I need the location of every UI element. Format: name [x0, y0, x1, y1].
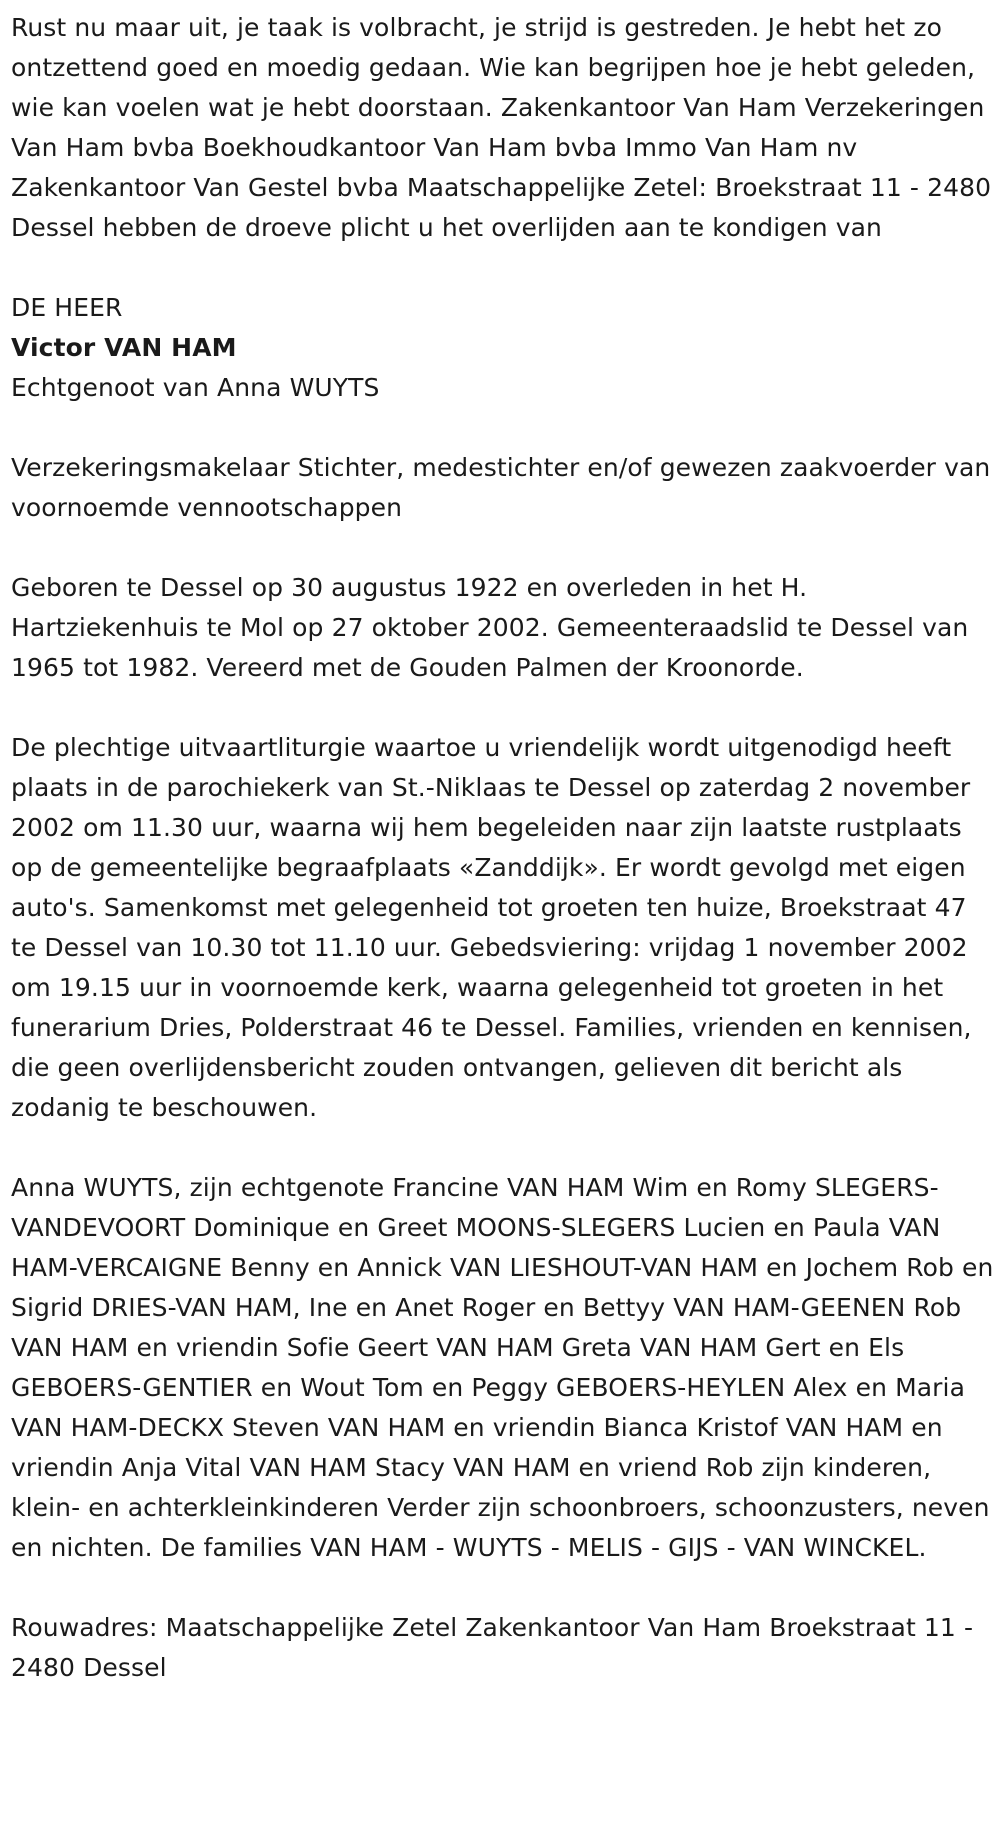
profession-paragraph: Verzekeringsmakelaar Stichter, medestichter en/of gewezen zaakvoerder van voornoemde vennootschappen: [11, 453, 991, 522]
family-paragraph: Anna WUYTS, zijn echtgenote Francine VAN HAM Wim en Romy SLEGERS-VANDEVOORT Dominique en Greet MOONS-SLEGERS Lucien en Paula VAN HAM-VERCAIGNE Benny en Annick VAN LIESHOUT-VAN HAM en Jochem Rob en Sigrid DRIES-VAN HAM, Ine en Anet Roger en Bettyy VAN HAM-GEENEN Rob VAN HAM en vriendin Sofie Geert VAN HAM Greta VAN HAM Gert en Els GEBOERS-GENTIER en Wout Tom en Peggy GEBOERS-HEYLEN Alex en Maria VAN HAM-DECKX Steven VAN HAM en vriendin Bianca Kristof VAN HAM en vriendin Anja Vital VAN HAM Stacy VAN HAM en vriend Rob zijn kinderen, klein- en achterkleinkinderen Verder zijn schoonbroers, schoonzusters, neven en nichten. De families VAN HAM - WUYTS - MELIS - GIJS - VAN WINCKEL.: [11, 1173, 994, 1562]
spacer: [11, 408, 994, 448]
salutation: DE HEER: [11, 293, 123, 322]
spacer: [11, 688, 994, 728]
spacer: [11, 1568, 994, 1608]
deceased-name: Victor VAN HAM: [11, 333, 237, 362]
spacer: [11, 248, 994, 288]
funeral-details-paragraph: De plechtige uitvaartliturgie waartoe u vriendelijk wordt uitgenodigd heeft plaats in de parochiekerk van St.-Niklaas te Dessel op zaterdag 2 november 2002 om 11.30 uur, waarna wij hem begeleiden naar zijn laatste rustplaats op de gemeentelijke begraafplaats «Zanddijk». Er wordt gevolgd met eigen auto's. Samenkomst met gelegenheid tot groeten ten huize, Broekstraat 47 te Dessel van 10.30 tot 11.10 uur. Gebedsviering: vrijdag 1 november 2002 om 19.15 uur in voornoemde kerk, waarna gelegenheid tot groeten in het funerarium Dries, Polderstraat 46 te Dessel. Families, vrienden en kennisen, die geen overlijdensbericht zouden ontvangen, gelieven dit bericht als zodanig te beschouwen.: [11, 733, 972, 1122]
mourning-address: Rouwadres: Maatschappelijke Zetel Zakenkantoor Van Ham Broekstraat 11 - 2480 Dessel: [11, 1613, 974, 1682]
biography-paragraph: Geboren te Dessel op 30 augustus 1922 en overleden in het H. Hartziekenhuis te Mol op 27 oktober 2002. Gemeenteraadslid te Dessel van 1965 tot 1982. Vereerd met de Gouden Palmen der Kroonorde.: [11, 573, 969, 682]
spouse-line: Echtgenoot van Anna WUYTS: [11, 373, 380, 402]
spacer: [11, 1128, 994, 1168]
spacer: [11, 528, 994, 568]
intro-paragraph: Rust nu maar uit, je taak is volbracht, je strijd is gestreden. Je hebt het zo ontzettend goed en moedig gedaan. Wie kan begrijpen hoe je hebt geleden, wie kan voelen wat je hebt doorstaan. Zakenkantoor Van Ham Verzekeringen Van Ham bvba Boekhoudkantoor Van Ham bvba Immo Van Ham nv Zakenkantoor Van Gestel bvba Maatschappelijke Zetel: Broekstraat 11 - 2480 Dessel hebben de droeve plicht u het overlijden aan te kondigen van: [11, 13, 992, 242]
